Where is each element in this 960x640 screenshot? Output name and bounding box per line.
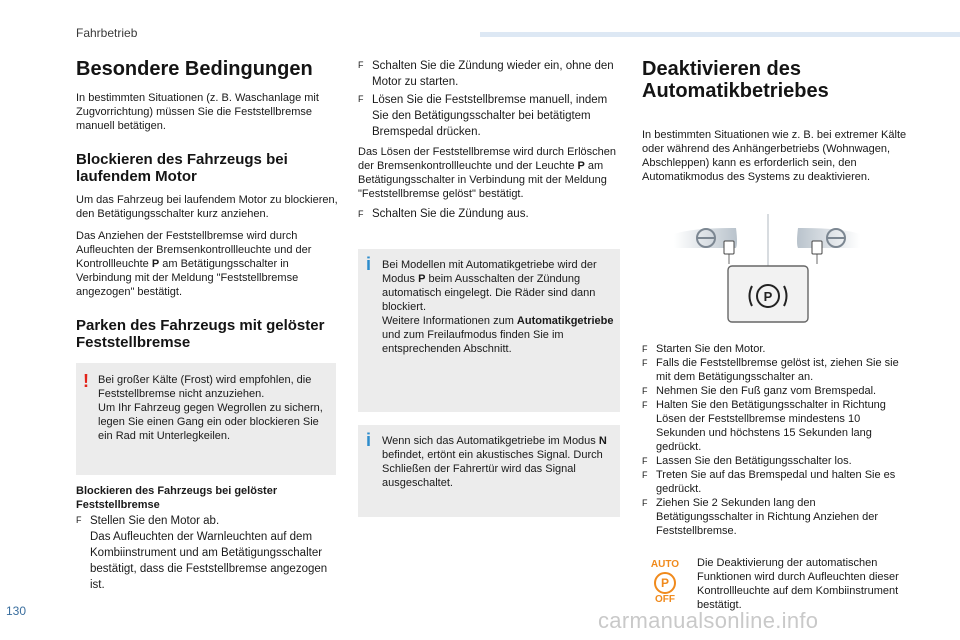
bullet-text: Starten Sie den Motor.	[656, 343, 766, 355]
bullet-icon: F	[642, 358, 648, 368]
bullet-continuation: Das Aufleuchten der Warnleuchten auf dem Kombiinstrument und am Betätigungsschalter bestätigt, dass die Feststellbremse angezogen ist.	[90, 531, 328, 591]
parking-brake-illustration	[672, 214, 862, 324]
bullet-item	[642, 356, 912, 384]
svg-text:P: P	[763, 289, 773, 304]
bullet-item	[642, 384, 912, 398]
bullet-text: Nehmen Sie den Fuß ganz vom Bremspedal.	[656, 385, 877, 397]
bullet-item	[642, 342, 912, 356]
header-bar	[480, 32, 960, 37]
bullet-icon: F	[642, 400, 648, 410]
warning-text: Bei großer Kälte (Frost) wird empfohlen, die Feststellbremse nicht anzuziehen. Um Ihr Fahrzeug gegen Wegrollen zu sichern, legen Sie einen Gang ein oder blockieren Sie ein Rad mit Unterlegkeilen.	[98, 374, 323, 442]
text-bold: P	[418, 273, 426, 285]
bullet-icon: F	[358, 94, 364, 104]
text: Weitere Informationen zum	[382, 315, 517, 327]
text: und zum Freilaufmodus finden Sie im entsprechenden Abschnitt.	[382, 329, 564, 355]
info-text	[382, 434, 616, 490]
paragraph: Um das Fahrzeug bei laufendem Motor zu blockieren, den Betätigungsschalter kurz anziehen.	[76, 194, 338, 220]
text: befindet, ertönt ein akustisches Signal. Durch Schließen der Fahrertür wird das Signal ausgeschaltet.	[382, 449, 603, 489]
bullet-item	[642, 468, 912, 496]
info-icon: i	[366, 254, 372, 274]
section-title: Fahrbetrieb	[76, 26, 138, 40]
bullet-icon: F	[76, 515, 82, 525]
warning-box	[76, 363, 336, 475]
warning-icon: !	[83, 371, 89, 391]
bullet-icon: F	[642, 386, 648, 396]
bullet-text: Schalten Sie die Zündung aus.	[372, 208, 529, 220]
bullet-icon: F	[642, 498, 648, 508]
page-number: 130	[6, 604, 27, 618]
bullet-icon: F	[642, 470, 648, 480]
bullet-text: Treten Sie auf das Bremspedal und halten Sie es gedrückt.	[656, 469, 896, 495]
info-text	[382, 258, 616, 356]
text: Das Anziehen der Feststellbremse wird durch Aufleuchten der Bremsenkontrollleuchte und der Kontrollleuchte	[76, 230, 312, 270]
bullet-text: Falls die Feststellbremse gelöst ist, ziehen Sie sie mit dem Betätigungsschalter an.	[656, 357, 899, 383]
bullet-text: Stellen Sie den Motor ab.	[90, 515, 220, 527]
bullet-text: Lassen Sie den Betätigungsschalter los.	[656, 455, 852, 467]
info-box-1	[358, 249, 620, 412]
bullet-icon: F	[642, 456, 648, 466]
auto-label: AUTO	[650, 559, 680, 570]
paragraph	[76, 229, 344, 299]
bullet-item	[642, 398, 912, 454]
column-1-bottom	[76, 484, 344, 593]
auto-p-off-icon	[644, 559, 686, 605]
column-1	[76, 58, 344, 351]
text: beim Ausschalten der Zündung automatisch eingelegt. Die Räder sind dann blockiert.	[382, 273, 596, 313]
bullet-icon: F	[358, 60, 364, 70]
paragraph	[358, 145, 620, 201]
p-label: P	[654, 572, 676, 594]
bullet-icon: F	[358, 209, 364, 219]
bullet-text: Schalten Sie die Zündung wieder ein, ohne den Motor zu starten.	[372, 60, 614, 88]
text: am Betätigungsschalter in Verbindung mit der Meldung "Feststellbremse gelöst" bestätigt.	[358, 160, 607, 200]
text: Das Lösen der Feststellbremse wird durch Erlöschen der Bremsenkontrollleuchte und der Leuchte	[358, 146, 617, 172]
text: Wenn sich das Automatikgetriebe im Modus	[382, 435, 599, 447]
section-heading: Besondere Bedingungen	[76, 58, 313, 80]
off-label: OFF	[655, 594, 675, 605]
column-3	[642, 58, 912, 184]
text: am Betätigungsschalter in Verbindung mit der Meldung "Feststellbremse angezogen" bestätigt.	[76, 258, 299, 298]
bullet-text: Lösen Sie die Feststellbremse manuell, indem Sie den Betätigungsschalter bei betätigtem Bremspedal drücken.	[372, 94, 608, 138]
bullet-text: Ziehen Sie 2 Sekunden lang den Betätigungsschalter in Richtung Anziehen der Feststellbremse.	[656, 497, 878, 537]
bullet-item	[642, 454, 912, 468]
watermark: carmanualsonline.info	[598, 608, 819, 633]
subheading-released-brake: Blockieren des Fahrzeugs bei gelöster Feststellbremse	[76, 485, 278, 511]
bullet-text: Halten Sie den Betätigungsschalter in Richtung Lösen der Feststellbremse mindestens 10 Sekunden und höchstens 15 Sekunden lang gedrückt.	[656, 399, 886, 453]
intro-paragraph: In bestimmten Situationen wie z. B. bei extremer Kälte oder während des Anhängerbetriebs (Wohnwagen, Abschleppen) kann es erforderlich sein, den Automatikmodus des Systems zu deaktivieren.	[642, 129, 907, 183]
section-heading: Deaktivieren des Automatikbetriebes	[642, 58, 829, 102]
info-box-2	[358, 425, 620, 517]
intro-paragraph: In bestimmten Situationen (z. B. Waschanlage mit Zugvorrichtung) müssen Sie die Feststellbremse manuell betätigen.	[76, 92, 319, 132]
text-bold: P	[151, 258, 160, 270]
deactivation-steps	[642, 342, 912, 538]
text-bold: Automatikgetriebe	[516, 315, 614, 327]
note-text: Die Deaktivierung der automatischen Funktionen wird durch Aufleuchten dieser Kontrollleuchte auf dem Kombiinstrument bestätigt.	[697, 557, 899, 611]
subheading-parking: Parken des Fahrzeugs mit gelöster Feststellbremse	[76, 317, 325, 351]
bullet-item	[642, 496, 912, 538]
subheading-running-engine: Blockieren des Fahrzeugs bei laufendem Motor	[76, 151, 288, 185]
text-bold: N	[598, 435, 607, 447]
text: Bei Modellen mit Automatikgetriebe wird der Modus	[382, 259, 597, 285]
text-bold: P	[577, 160, 585, 172]
bullet-icon: F	[642, 344, 648, 354]
info-icon: i	[366, 430, 372, 450]
column-2	[358, 58, 620, 221]
